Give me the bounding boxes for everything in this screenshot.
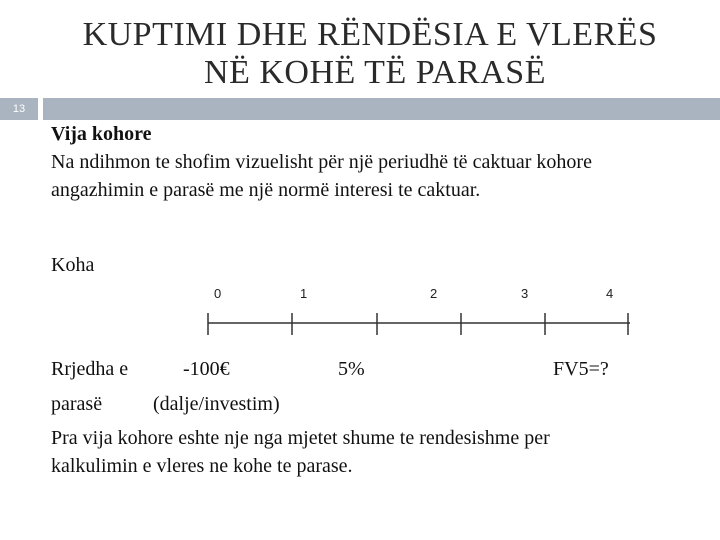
slide-title	[0, 16, 720, 92]
slide-number: 13	[0, 98, 38, 120]
intro-line2: angazhimin e parasë me një normë interesi te caktuar.	[51, 179, 481, 201]
future-value: FV5=?	[553, 358, 609, 380]
section-heading: Vija kohore	[51, 123, 152, 145]
timeline-axis	[200, 308, 640, 348]
tick-label-4: 4	[606, 286, 614, 301]
flow-label-line2: parasë	[51, 393, 103, 415]
tick-label-0: 0	[214, 286, 222, 301]
intro-line1: Na ndihmon te shofim vizuelisht për një periudhë të caktuar kohore	[51, 151, 592, 173]
slide-title-line2: NË KOHË TË PARASË	[204, 54, 546, 91]
tick-label-2: 2	[430, 286, 438, 301]
conclusion-line2: kalkulimin e vleres ne kohe te parase.	[51, 455, 353, 477]
flow-amount: -100€	[183, 358, 230, 380]
time-label: Koha	[51, 254, 95, 276]
interest-rate: 5%	[338, 358, 365, 380]
tick-label-3: 3	[521, 286, 529, 301]
flow-label-line1: Rrjedha e	[51, 358, 129, 380]
slide-title-line1: KUPTIMI DHE RËNDËSIA E VLERËS	[82, 16, 658, 53]
header-divider-bar	[43, 98, 720, 120]
conclusion-line1: Pra vija kohore eshte nje nga mjetet shume te rendesishme per	[51, 427, 550, 449]
tick-label-1: 1	[300, 286, 308, 301]
flow-note: (dalje/investim)	[153, 393, 280, 415]
